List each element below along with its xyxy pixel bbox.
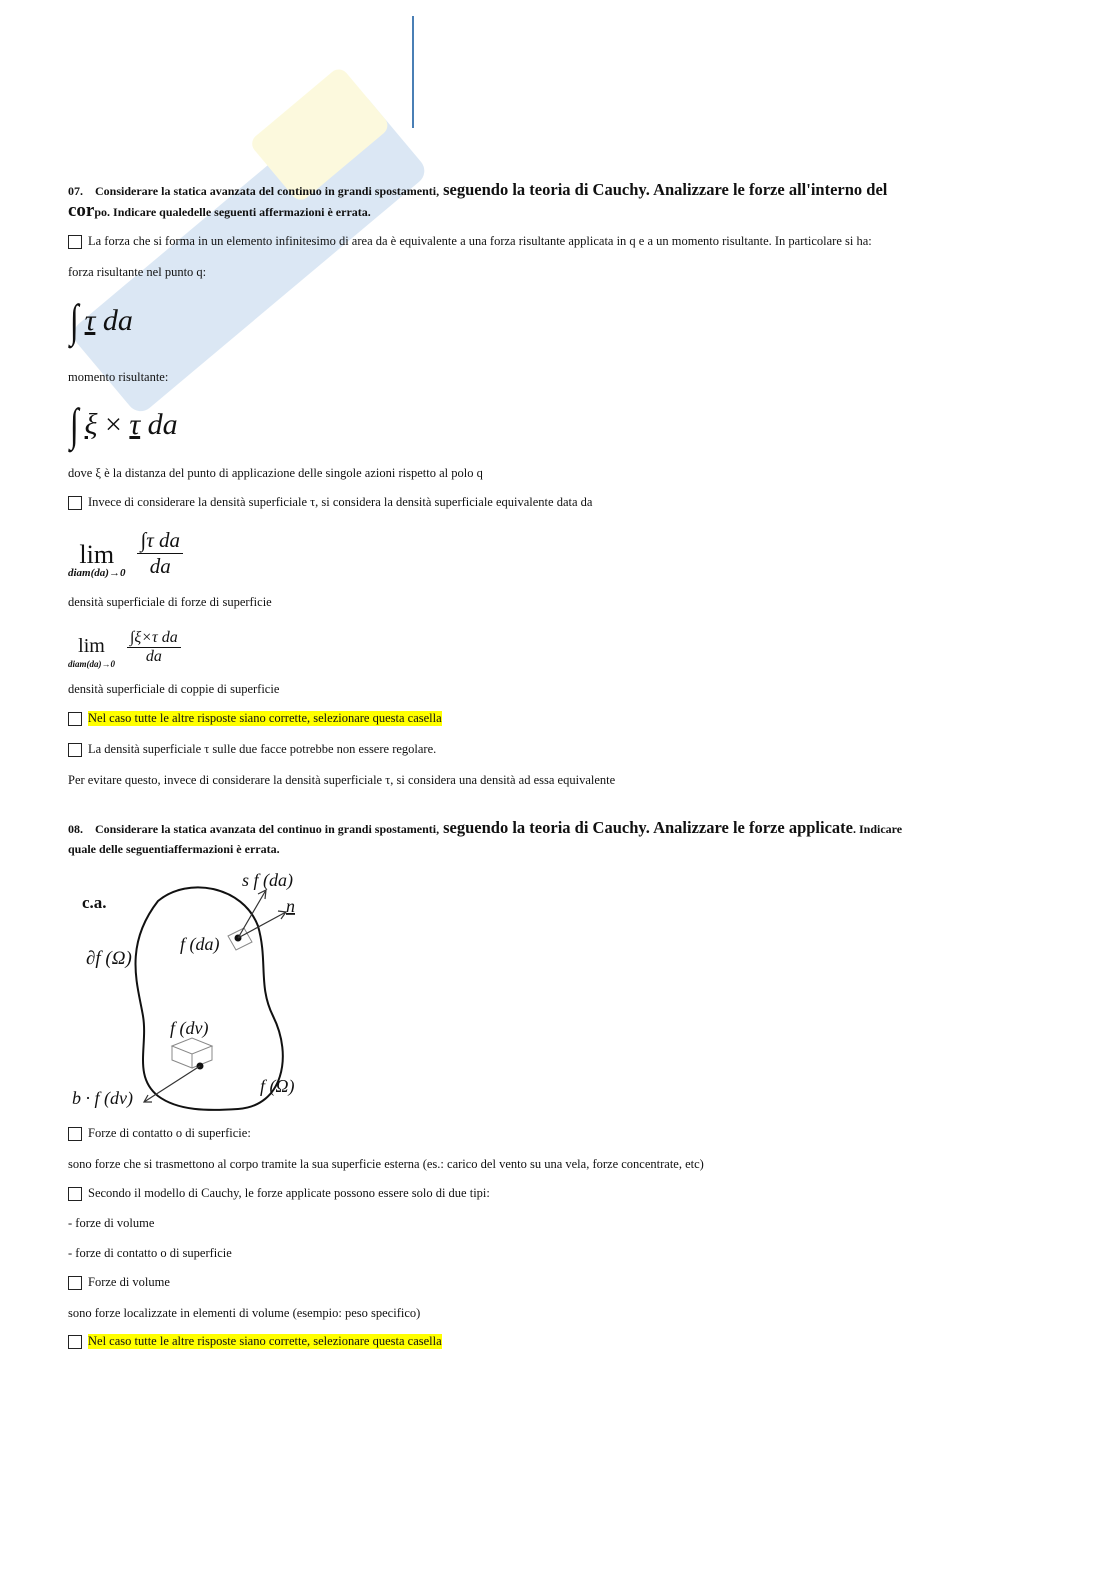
option-text: Forze di contatto o di superficie:	[88, 1126, 251, 1140]
formula-integral-xi-tau: ∫ ξ × τ da	[69, 399, 178, 450]
svg-text:∂f (Ω): ∂f (Ω)	[86, 948, 132, 969]
option-text: Forze di volume	[88, 1275, 170, 1289]
formula-integral-tau: ∫ τ da	[69, 295, 133, 346]
option-text: Invece di considerare la densità superficiale τ, si considera la densità superficiale equivalente data da	[88, 495, 593, 509]
svg-text:f (da): f (da)	[180, 934, 220, 954]
top-divider-line	[412, 16, 414, 128]
q07-text-forza: forza risultante nel punto q:	[68, 265, 207, 279]
q07-text-densita-forze: densità superficiale di forze di superficie	[68, 595, 272, 609]
q07-text-momento: momento risultante:	[68, 370, 169, 384]
watermark-logo	[20, 40, 500, 460]
svg-text:c.a.: c.a.	[82, 893, 107, 912]
q07-text-dove: dove ξ è la distanza del punto di applicazione delle singole azioni rispetto al polo q	[68, 466, 483, 480]
checkbox[interactable]	[68, 496, 82, 510]
svg-text:b · f (dv): b · f (dv)	[72, 1088, 133, 1108]
q08-option-4[interactable]	[68, 1334, 442, 1349]
option-text: La densità superficiale τ sulle due facce potrebbe non essere regolare.	[88, 742, 437, 756]
q08-text-contatto: sono forze che si trasmettono al corpo tramite la sua superficie esterna (es.: carico del vento su una vela, forze concentrate, etc)	[68, 1157, 704, 1171]
svg-text:f (dv): f (dv)	[170, 1018, 209, 1038]
q08-option-3[interactable]	[68, 1275, 170, 1290]
option-text-highlighted: Nel caso tutte le altre risposte siano corrette, selezionare questa casella	[88, 711, 442, 725]
checkbox[interactable]	[68, 1335, 82, 1349]
checkbox[interactable]	[68, 1187, 82, 1201]
formula-limit-1: lim diam(da)→0 $\frac{\text{∫τ da}}{da}$	[68, 528, 183, 579]
q07-option-3[interactable]	[68, 711, 442, 726]
cauchy-body-diagram	[68, 866, 318, 1116]
checkbox[interactable]	[68, 743, 82, 757]
checkbox[interactable]	[68, 712, 82, 726]
option-text: La forza che si forma in un elemento infinitesimo di area da è equivalente a una forza risultante applicata in q e a un momento risultante. In particolare si ha:	[88, 234, 872, 248]
svg-text:n: n	[286, 896, 295, 916]
q07-option-2[interactable]	[68, 495, 592, 510]
q08-option-2[interactable]	[68, 1186, 490, 1201]
q08-text-contatto-2: - forze di contatto o di superficie	[68, 1246, 232, 1260]
option-text-highlighted: Nel caso tutte le altre risposte siano corrette, selezionare questa casella	[88, 1334, 442, 1348]
question-07-heading: 07. Considerare la statica avanzata del continuo in grandi spostamenti, seguendo la teoria di Cauchy. Analizzare le forze all'interno del corpo. Indicare qualedelle seguenti affermazioni è errata.	[68, 180, 888, 221]
q07-text-densita-coppie: densità superficiale di coppie di superficie	[68, 682, 280, 696]
q07-option-1[interactable]	[68, 234, 872, 249]
q08-option-1[interactable]	[68, 1126, 251, 1141]
checkbox[interactable]	[68, 1127, 82, 1141]
question-08-heading: 08. Considerare la statica avanzata del continuo in grandi spostamenti, seguendo la teoria di Cauchy. Analizzare le forze applicate. Indicare quale delle seguentiaffermazioni è errata.	[68, 818, 903, 856]
q07-option-4[interactable]	[68, 742, 436, 757]
q08-text-localizzate: sono forze localizzate in elementi di volume (esempio: peso specifico)	[68, 1306, 421, 1320]
checkbox[interactable]	[68, 1276, 82, 1290]
svg-text:s f (da): s f (da)	[242, 870, 293, 890]
q07-text-evitare: Per evitare questo, invece di considerare la densità superficiale τ, si considera una densità ad essa equivalente	[68, 773, 616, 787]
formula-limit-2: lim diam(da)→0 $\frac{\text{∫ξ×τ da}}{da}$	[68, 624, 181, 670]
option-text: Secondo il modello di Cauchy, le forze applicate possono essere solo di due tipi:	[88, 1186, 490, 1200]
svg-text:f (Ω): f (Ω)	[260, 1076, 295, 1096]
checkbox[interactable]	[68, 235, 82, 249]
q08-text-volume: - forze di volume	[68, 1216, 155, 1230]
